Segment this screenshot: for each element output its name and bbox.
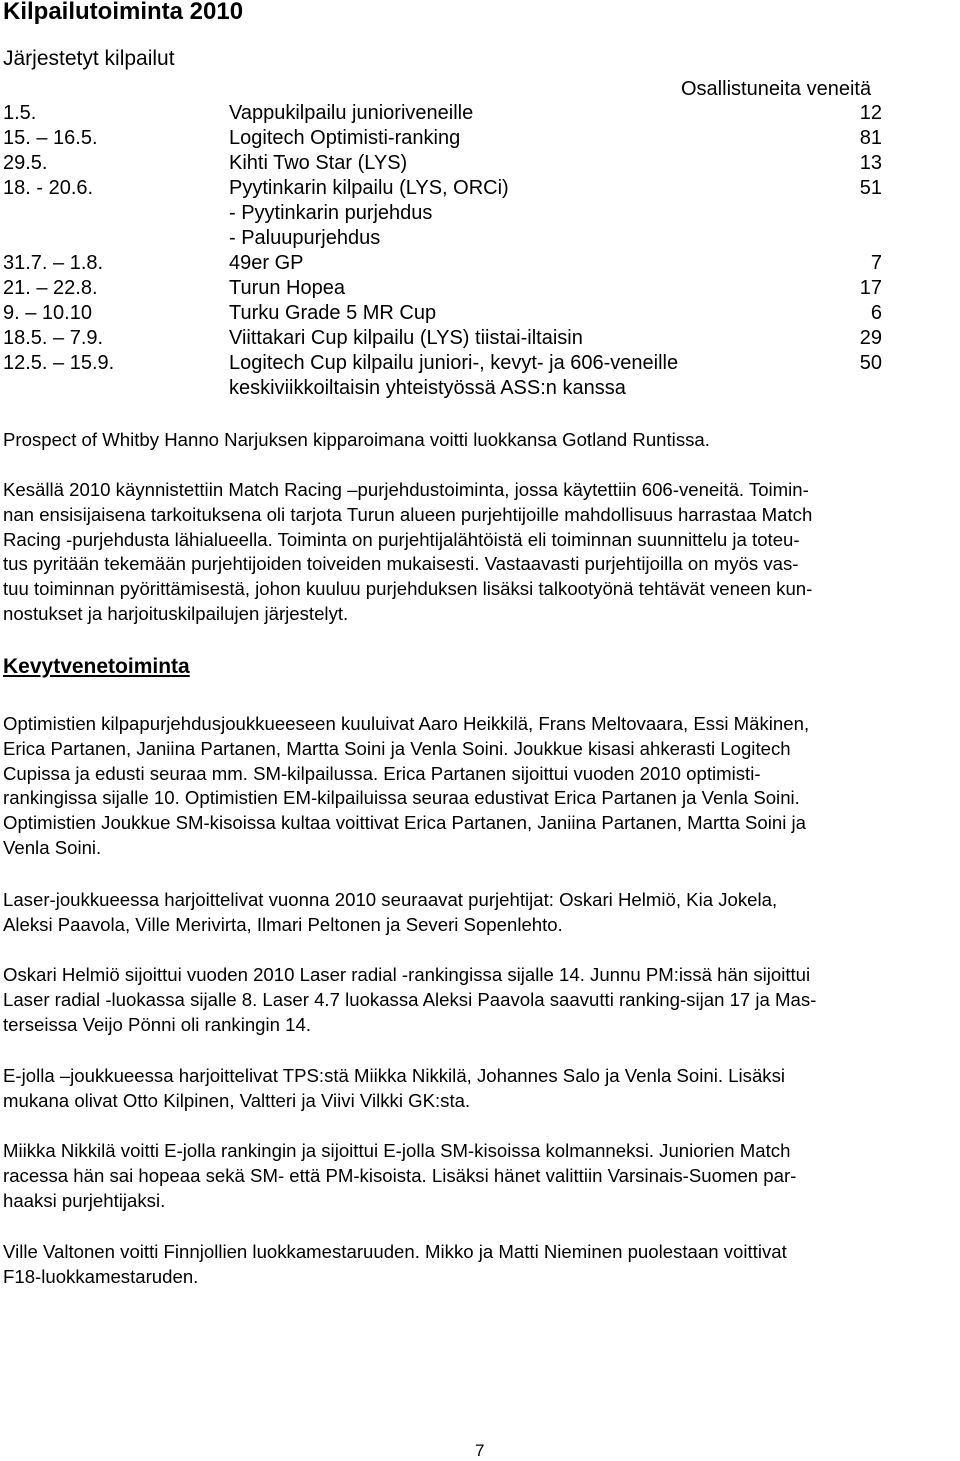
race-count: 50 [859, 352, 882, 374]
table-row [0, 326, 960, 351]
race-count: 12 [859, 102, 882, 124]
race-count: 7 [870, 252, 882, 274]
table-row [0, 126, 960, 151]
race-name: Viittakari Cup kilpailu (LYS) tiistai-iltaisin [229, 327, 583, 349]
race-date: 29.5. [3, 152, 48, 174]
race-name: Kihti Two Star (LYS) [229, 152, 408, 174]
page-title: Kilpailutoiminta 2010 [3, 0, 244, 25]
page-number: 7 [475, 1441, 485, 1460]
race-date: 1.5. [3, 102, 37, 124]
paragraph-laser-team: Laser-joukkueessa harjoittelivat vuonna 2010 seuraavat purjehtijat: Oskari Helmiö, Kia Jokela, Aleksi Paavola, Ville Merivirta, Ilmari Peltonen ja Severi Sopenlehto. [3, 889, 778, 935]
table-row [0, 176, 960, 251]
race-date: 15. – 16.5. [3, 127, 98, 149]
table-header-participants: Osallistuneita veneitä [681, 78, 872, 100]
race-date: 12.5. – 15.9. [3, 352, 115, 374]
race-count: 81 [859, 127, 882, 149]
race-date: 9. – 10.10 [3, 302, 92, 324]
race-table [0, 101, 960, 401]
race-name: Vappukilpailu junioriveneille [229, 102, 474, 124]
paragraph-laser-results: Oskari Helmiö sijoittui vuoden 2010 Laser radial -rankingissa sijalle 14. Junnu PM:issä hän sijoittui Laser radial -luokassa sijalle 8. Laser 4.7 luokassa Aleksi Paavola saavutti ranking-sijan 17 ja Mas- terseissa Veijo Pönni oli rankingin 14. [3, 964, 817, 1035]
section-heading-kevytvene: Kevytvenetoiminta [3, 655, 190, 678]
paragraph-ejolla-team: E-jolla –joukkueessa harjoittelivat TPS:stä Miikka Nikkilä, Johannes Salo ja Venla Soini. Lisäksi mukana olivat Otto Kilpinen, Valtteri ja Viivi Vilkki GK:sta. [3, 1065, 786, 1111]
race-name: Pyytinkarin kilpailu (LYS, ORCi) - Pyytinkarin purjehdus - Paluupurjehdus [229, 177, 509, 249]
race-name: Logitech Cup kilpailu juniori-, kevyt- ja 606-veneille keskiviikkoiltaisin yhteistyössä ASS:n kanssa [229, 352, 679, 399]
race-count: 17 [859, 277, 882, 299]
race-name: Logitech Optimisti-ranking [229, 127, 461, 149]
paragraph-prospect: Prospect of Whitby Hanno Narjuksen kipparoimana voitti luokkansa Gotland Runtissa. [3, 429, 710, 450]
table-row [0, 301, 960, 326]
paragraph-finn: Ville Valtonen voitti Finnjollien luokkamestaruuden. Mikko ja Matti Nieminen puolestaan voittivat F18-luokkamestaruden. [3, 1241, 787, 1287]
paragraph-match-racing: Kesällä 2010 käynnistettiin Match Racing –purjehdustoiminta, jossa käytettiin 606-veneitä. Toimin- nan ensisijaisena tarkoituksena oli tarjota Turun alueen purjehtijoille mahdollisuus harrastaa Match Racing -purjehdusta lähialueella. Toiminta on purjehtijalähtöistä eli toiminnan suunnittelu ja toteu- tus pyritään tekemään purjehtijoiden toiveiden mukaisesti. Vastaavasti purjehtijoilla on myös vas- tuu toiminnan pyörittämisestä, johon kuuluu purjehduksen lisäksi talkootyönä tehtävät veneen kun- nostukset ja harjoituskilpailujen järjestelyt. [3, 479, 813, 624]
race-name: 49er GP [229, 252, 304, 274]
race-date: 21. – 22.8. [3, 277, 98, 299]
table-row [0, 151, 960, 176]
race-name: Turku Grade 5 MR Cup [229, 302, 437, 324]
race-date: 31.7. – 1.8. [3, 252, 104, 274]
table-row [0, 276, 960, 301]
paragraph-ejolla-results: Miikka Nikkilä voitti E-jolla rankingin ja sijoittui E-jolla SM-kisoissa kolmanneksi. Juniorien Match racessa hän sai hopeaa sekä SM- että PM-kisoista. Lisäksi hänet valittiin Varsinais-Suomen par- haaksi purjehtijaksi. [3, 1140, 797, 1211]
table-row [0, 101, 960, 126]
paragraph-optimisti: Optimistien kilpapurjehdusjoukkueeseen kuuluivat Aaro Heikkilä, Frans Meltovaara, Essi Mäkinen, Erica Partanen, Janiina Partanen, Martta Soini ja Venla Soini. Joukkue kisasi ahkerasti Logitech Cupissa ja edusti seuraa mm. SM-kilpailussa. Erica Partanen sijoittui vuoden 2010 optimisti- rankingissa sijalle 10. Optimistien EM-kilpailuissa seuraa edustivat Erica Partanen ja Venla Soini. Optimistien Joukkue SM-kisoissa kultaa voittivat Erica Partanen, Janiina Partanen, Martta Soini ja Venla Soini. [3, 713, 810, 858]
race-count: 6 [870, 302, 882, 324]
race-name: Turun Hopea [229, 277, 345, 299]
race-count: 51 [859, 177, 882, 199]
race-date: 18. - 20.6. [3, 177, 94, 199]
section-subtitle: Järjestetyt kilpailut [3, 47, 175, 70]
table-row [0, 251, 960, 276]
race-count: 29 [859, 327, 882, 349]
table-row [0, 351, 960, 401]
race-count: 13 [859, 152, 882, 174]
race-date: 18.5. – 7.9. [3, 327, 104, 349]
